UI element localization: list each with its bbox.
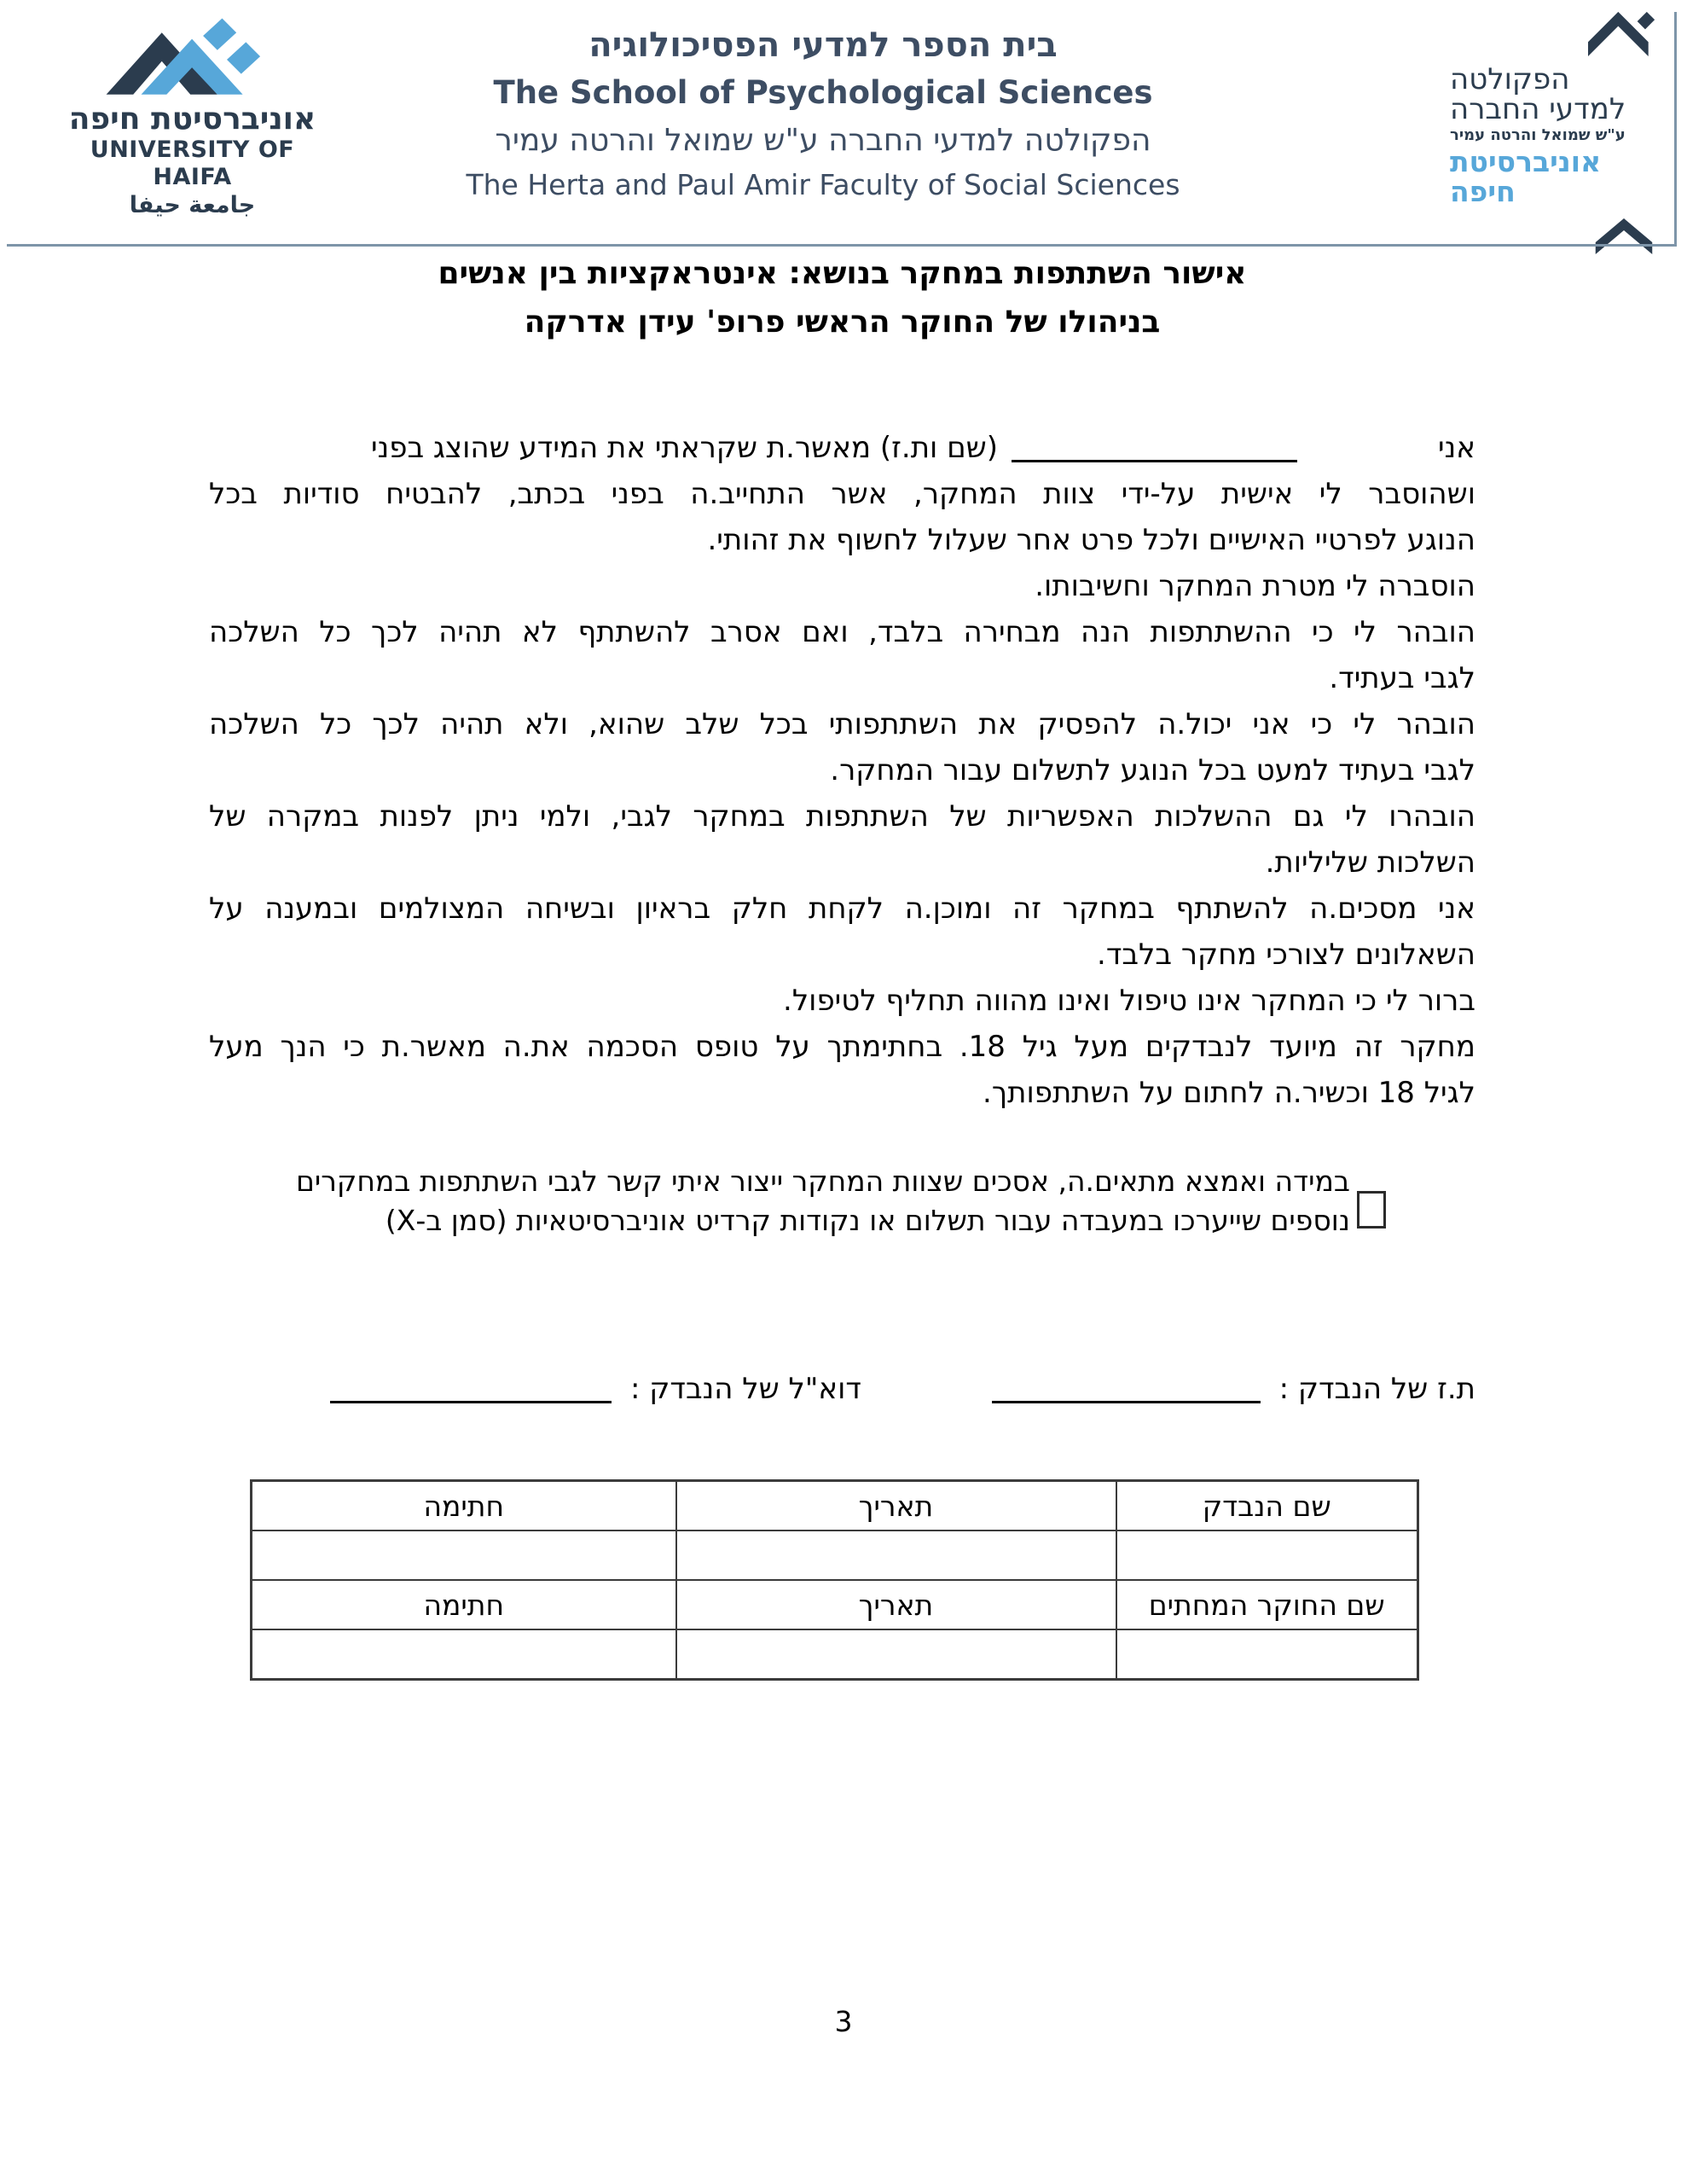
faculty-logo-line1: הפקולטה bbox=[1450, 62, 1570, 96]
optin-checkbox[interactable] bbox=[1357, 1191, 1386, 1228]
consent-body bbox=[209, 425, 1475, 1116]
optin-line2: נוספים שייערכו במעבדה עבור תשלום או נקודות קרדיט אוניברסיטאיות (סמן ב-X) bbox=[385, 1204, 1350, 1237]
table-row bbox=[252, 1481, 1418, 1531]
faculty-logo-right bbox=[1450, 10, 1656, 263]
table-cell[interactable] bbox=[252, 1531, 676, 1580]
faculty-logo-line3: ע"ש שמואל והרטה עמיר bbox=[1450, 126, 1626, 144]
haifa-mountain-icon bbox=[101, 17, 284, 99]
school-name-english: The School of Psychological Sciences bbox=[493, 74, 1153, 111]
header-center bbox=[299, 22, 1348, 206]
table-cell: שם הנבדק bbox=[1116, 1481, 1418, 1531]
university-name-arabic: جامعة حيفا bbox=[129, 192, 256, 218]
table-cell[interactable] bbox=[1116, 1629, 1418, 1680]
consent-line: לגבי בעתיד. bbox=[1329, 661, 1475, 695]
header-divider bbox=[7, 244, 1677, 247]
faculty-logo-line5: חיפה bbox=[1450, 175, 1516, 208]
table-cell[interactable] bbox=[252, 1629, 676, 1680]
subject-email-blank[interactable] bbox=[330, 1372, 612, 1403]
table-cell: שם החוקר המחתים bbox=[1116, 1580, 1418, 1629]
table-row bbox=[252, 1580, 1418, 1629]
table-row bbox=[252, 1629, 1418, 1680]
faculty-name-hebrew: הפקולטה למדעי החברה ע"ש שמואל והרטה עמיר bbox=[495, 123, 1151, 158]
faculty-name-english: The Herta and Paul Amir Faculty of Social Sciences bbox=[466, 168, 1180, 201]
consent-line: הנוגע לפרטיי האישיים ולכל פרט אחר שעלול לחשוף את זהותי. bbox=[707, 523, 1475, 557]
faculty-logo-line4: אוניברסיטת bbox=[1450, 145, 1602, 178]
intro-line bbox=[209, 425, 1475, 471]
chevron-up-icon bbox=[1588, 10, 1656, 56]
table-cell: חתימה bbox=[252, 1481, 676, 1531]
consent-line: לגיל 18 וכשיר.ה לחתום על השתתפותך. bbox=[983, 1076, 1475, 1110]
signature-table bbox=[250, 1479, 1419, 1681]
subject-id-label: ת.ז של הנבדק : bbox=[1278, 1372, 1475, 1406]
consent-line: לגבי בעתיד למעט בכל הנוגע לתשלום עבור המחקר. bbox=[830, 753, 1475, 787]
consent-line: ברור לי כי המחקר אינו טיפול ואינו מהווה תחליף לטיפול. bbox=[783, 984, 1475, 1018]
intro-pre: אני bbox=[1438, 431, 1475, 465]
subject-email-field bbox=[354, 1372, 861, 1406]
subject-id-blank[interactable] bbox=[992, 1372, 1261, 1403]
table-cell[interactable] bbox=[676, 1531, 1116, 1580]
university-name-english: UNIVERSITY OF HAIFA bbox=[90, 136, 295, 190]
document-title bbox=[209, 249, 1475, 346]
intro-post: (שם ות.ז) מאשר.ת שקראתי את המידע שהוצג בפני bbox=[371, 431, 999, 465]
consent-line: השלכות שליליות. bbox=[1265, 845, 1475, 880]
consent-line: הוסברה לי מטרת המחקר וחשיבותו. bbox=[1035, 569, 1475, 603]
faculty-logo-line2: למדעי החברה bbox=[1450, 92, 1626, 126]
subject-id-field bbox=[1023, 1372, 1475, 1406]
table-cell[interactable] bbox=[1116, 1531, 1418, 1580]
header-right-border bbox=[1674, 12, 1677, 246]
consent-line: הובהר לי כי ההשתתפות הנה מבחירה בלבד, ואם אסרב להשתתף לא תהיה לכך כל השלכה bbox=[209, 615, 1475, 649]
title-line2: בניהולו של החוקר הראשי פרופ' עידן אדרקה bbox=[524, 305, 1161, 340]
table-cell: תאריך bbox=[676, 1481, 1116, 1531]
chevron-up-icon bbox=[1591, 218, 1656, 254]
page-number: 3 bbox=[834, 2005, 853, 2038]
table-cell: תאריך bbox=[676, 1580, 1116, 1629]
consent-line: הובהרו לי גם ההשלכות האפשריות של השתתפות במחקר לגבי, ולמי ניתן לפנות במקרה של bbox=[209, 799, 1475, 834]
title-line1: אישור השתתפות במחקר בנושא: אינטראקציות בין אנשים bbox=[438, 256, 1247, 291]
optin-clause bbox=[256, 1162, 1350, 1240]
university-logo-left bbox=[49, 17, 335, 220]
table-cell[interactable] bbox=[676, 1629, 1116, 1680]
consent-line: ושהוסבר לי אישית על-ידי צוות המחקר, אשר התחייב.ה בפני בכתב, להבטיח סודיות בכל bbox=[209, 477, 1475, 511]
name-id-blank[interactable] bbox=[1012, 431, 1297, 462]
consent-line: מחקר זה מיועד לנבדקים מעל גיל 18. בחתימתך על טופס הסכמה את.ה מאשר.ת כי הנך מעל bbox=[209, 1030, 1475, 1064]
university-name-hebrew: אוניברסיטת חיפה bbox=[68, 102, 316, 136]
subject-email-label: דוא"ל של הנבדק : bbox=[630, 1372, 861, 1406]
school-name-hebrew: בית הספר למדעי הפסיכולוגיה bbox=[588, 26, 1058, 65]
consent-line: הובהר לי כי אני יכול.ה להפסיק את השתתפותי בכל שלב שהוא, ולא תהיה לכך כל השלכה bbox=[209, 707, 1475, 741]
optin-line1: במידה ואמצא מתאים.ה, אסכים שצוות המחקר ייצור איתי קשר לגבי השתתפות במחקרים bbox=[296, 1165, 1350, 1198]
table-cell: חתימה bbox=[252, 1580, 676, 1629]
consent-line: השאלונים לצורכי מחקר בלבד. bbox=[1097, 938, 1475, 972]
consent-line: אני מסכים.ה להשתתף במחקר זה ומוכן.ה לקחת חלק בראיון ובשיחה המצולמים ובמענה על bbox=[209, 892, 1475, 926]
table-row bbox=[252, 1531, 1418, 1580]
